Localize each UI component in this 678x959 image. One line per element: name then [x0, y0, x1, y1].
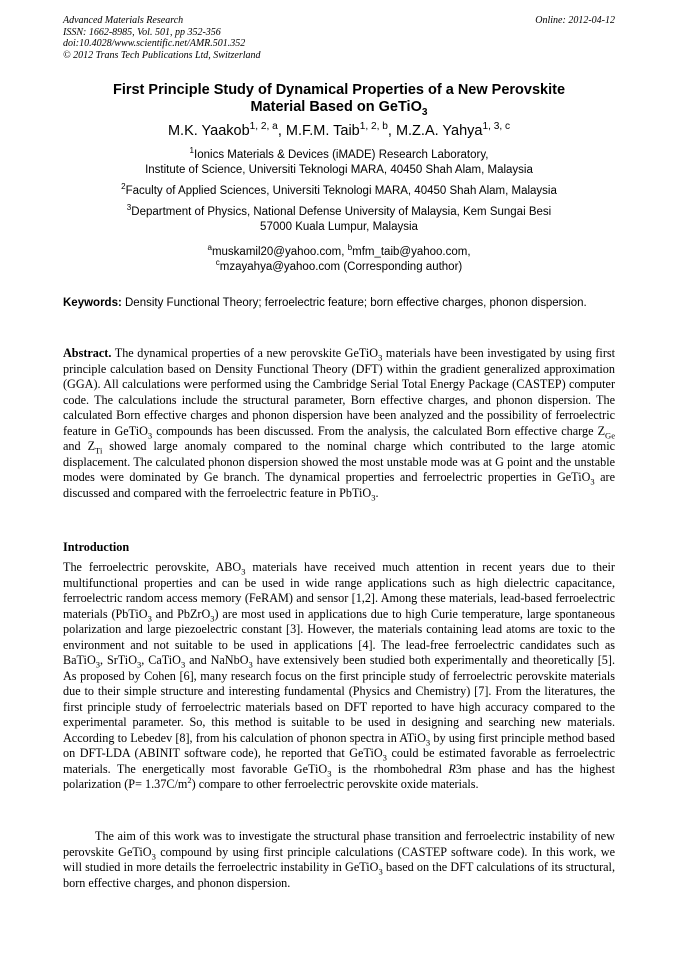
author-3-affiliation-mark: 1, 3, c: [482, 121, 511, 133]
subscript: 3: [425, 736, 431, 747]
abstract-text: showed large anomaly compared to the nominal charge which contributed to the large atomic displacement. The calculated phonon dispersion showed the most unstable mode was at G point and the unstable modes were dominated by Ge branch. The dynamical properties and ferroelectric properties in GeTiO: [63, 439, 615, 484]
subscript: 3: [371, 491, 376, 502]
abstract-text: materials have been investigated by using first principle calculation based on Density Functional Theory (DFT) within the gradient generalized approximation (GGA). All calculations were performed using the Cambridge Serial Total Energy Package (CASTEP) computer code. The calculations include the structural parameter, Born effective charges, and phonon dispersion. The calculated Born effective charges and phonon dispersion have been analyzed and the possibility of ferroelectric feature in GeTiO: [63, 346, 616, 438]
email-b-mark: b: [347, 243, 353, 253]
abstract-text: are discussed and compared with the ferroelectric feature in PbTiO: [63, 470, 615, 500]
affiliation-3-line-2: 57000 Kuala Lumpur, Malaysia: [260, 220, 418, 233]
email-a-link[interactable]: muskamil20@yahoo.com: [211, 246, 342, 258]
body-text: have extensively been studied both experimentally and theoretically [5]. As proposed by Cohen [6], many research focus on the first principle study of ferroelectric perovskite materials due to their simple structure and interesting fundamental (Physics and Chemistry) [7]. From the literatures, the first principle study of ferroelectric materials based on DFT reported to have high accuracy compared to the experimental parameter. So, this method is suitable to be used in designing and searching new materials. According to Lebedev [8], from his calculation of phonon spectra in ATiO: [63, 653, 615, 745]
subscript: Ti: [95, 445, 103, 456]
email-line-1: [63, 245, 615, 260]
paper-title: [63, 82, 615, 116]
affiliation-1-line-2: Institute of Science, Universiti Teknologi MARA, 40450 Shah Alam, Malaysia: [145, 163, 533, 176]
email-a-mark: a: [207, 243, 212, 253]
title-line-2-text: Material Based on GeTiO: [250, 99, 422, 115]
subscript: 3: [378, 352, 383, 363]
body-text: and PbZrO: [151, 606, 211, 621]
title-line-1: First Principle Study of Dynamical Properties of a New Perovskite: [112, 82, 566, 98]
body-text: , CaTiO: [141, 653, 181, 667]
author-separator: ,: [277, 123, 286, 139]
email-c-mark: c: [215, 257, 220, 267]
author-2-name: M.F.M. Taib: [285, 123, 360, 139]
author-2: [286, 123, 396, 139]
affiliation-2-text: Faculty of Applied Sciences, Universiti Teknologi MARA, 40450 Shah Alam, Malaysia: [125, 185, 557, 197]
title-subscript: 3: [421, 106, 428, 118]
affiliation-1: [63, 148, 615, 177]
keywords: [63, 296, 615, 311]
journal-doi: doi:10.4028/www.scientific.net/AMR.501.352: [63, 38, 246, 49]
author-2-affiliation-mark: 1, 2, b: [359, 121, 388, 133]
body-text: compound by using first principle calculations (CASTEP software code). In this work, we will studied in more details the ferroelectric instability in GeTiO: [63, 844, 615, 874]
introduction-paragraph-1: [63, 560, 615, 793]
body-text: ) compare to other ferroelectric perovskite oxide materials.: [191, 777, 479, 791]
body-text: , SrTiO: [100, 653, 137, 667]
subscript: 3: [137, 659, 142, 670]
author-list: [63, 123, 615, 140]
italic-symbol: R: [448, 761, 456, 776]
affiliation-3-line-1: [63, 205, 615, 220]
subscript: 3: [382, 752, 387, 763]
body-text: The ferroelectric perovskite, ABO: [63, 560, 242, 574]
section-heading-introduction: Introduction: [63, 540, 130, 554]
subscript: 3: [327, 767, 332, 778]
abstract-label: Abstract.: [63, 346, 112, 360]
body-text: could be estimated favorable as ferroelectric materials. The energetically most favorable GeTiO: [63, 746, 615, 776]
body-text: based on the DFT calculations of its structural, born effective charges, and phonon dispersion.: [63, 860, 615, 890]
subscript: 3: [151, 850, 156, 861]
affiliation-1-number: 1: [189, 146, 195, 156]
author-1: [168, 123, 286, 139]
affiliation-3-text: Department of Physics, National Defense University of Malaysia, Kem Sungai Besi: [131, 206, 552, 218]
body-text: by using first principle method based on DFT-LDA (ABINIT software code), he reported that GeTiO: [63, 730, 615, 760]
journal-header: [63, 15, 615, 61]
abstract-text: The dynamical properties of a new perovskite GeTiO: [114, 346, 379, 360]
email-line-2: [63, 257, 615, 275]
subscript: 3: [147, 612, 152, 623]
subscript: 3: [378, 866, 383, 877]
author-1-affiliation-mark: 1, 2, a: [249, 121, 278, 133]
email-b-link[interactable]: mfm_taib@yahoo.com,: [352, 246, 471, 258]
abstract: [63, 346, 615, 501]
body-text: The aim of this work was to investigate the structural phase transition and ferroelectric instability of new perovskite GeTiO: [63, 829, 615, 859]
author-separator: ,: [387, 123, 396, 139]
abstract-text: compounds has been discussed. From the analysis, the calculated Born effective charge Z: [152, 423, 606, 438]
abstract-text: .: [375, 485, 379, 500]
online-date: Online: 2012-04-12: [535, 15, 615, 26]
affiliation-3-number: 3: [126, 203, 132, 213]
body-text: is the rhombohedral: [331, 761, 449, 776]
subscript: 3: [95, 659, 101, 670]
subscript: 3: [147, 429, 153, 440]
journal-copyright: © 2012 Trans Tech Publications Ltd, Switzerland: [63, 49, 261, 61]
journal-issn: ISSN: 1662-8985, Vol. 501, pp 352-356: [63, 26, 221, 38]
subscript: Ge: [605, 429, 615, 440]
author-3: [396, 123, 510, 139]
author-3-name: M.Z.A. Yahya: [395, 123, 483, 139]
introduction-paragraph-2: [63, 829, 615, 891]
affiliation-1-text: Ionics Materials & Devices (iMADE) Research Laboratory,: [194, 149, 489, 161]
subscript: 3: [590, 476, 595, 487]
keywords-label: Keywords:: [63, 297, 122, 309]
affiliation-2: [63, 184, 615, 199]
subscript: 3: [180, 659, 186, 670]
author-emails: [63, 245, 615, 274]
abstract-text: and Z: [63, 439, 96, 453]
affiliation-1-line-1: [63, 148, 615, 163]
body-text: ) are most used in applications due to high Curie temperature, large spontaneous polarization and large piezoelectric constant [3]. However, the materials containing lead atoms are toxic to the environment and not suitable to be used in applications [4]. The lead-free ferroelectric candidates such as BaTiO: [63, 606, 615, 667]
affiliation-2-line-1: [63, 184, 615, 199]
superscript: 2: [187, 774, 192, 785]
body-text: materials have received much attention in recent years due to their multifunctional properties and can be used in wide range applications such as high dielectric capacitance, ferroelectric random access memory (FeRAM) and sensor [1,2]. Among these materials, lead-based ferroelectric materials (PbTiO: [63, 560, 615, 621]
affiliation-2-number: 2: [121, 182, 126, 192]
body-text: 3m phase and has the highest polarization (P= 1.37C/m: [63, 761, 615, 791]
title-line-2: [63, 99, 615, 116]
subscript: 3: [241, 566, 246, 577]
affiliation-3: [63, 205, 615, 234]
keywords-text: Density Functional Theory; ferroelectric feature; born effective charges, phonon dispersion.: [125, 297, 587, 309]
email-separator: ,: [341, 246, 348, 258]
body-text: and NaNbO: [185, 653, 249, 667]
subscript: 3: [210, 612, 215, 623]
journal-name: Advanced Materials Research: [63, 15, 184, 26]
subscript: 3: [248, 659, 253, 670]
email-c-link[interactable]: mzayahya@yahoo.com (Corresponding author): [219, 260, 463, 273]
author-1-name: M.K. Yaakob: [167, 123, 250, 139]
